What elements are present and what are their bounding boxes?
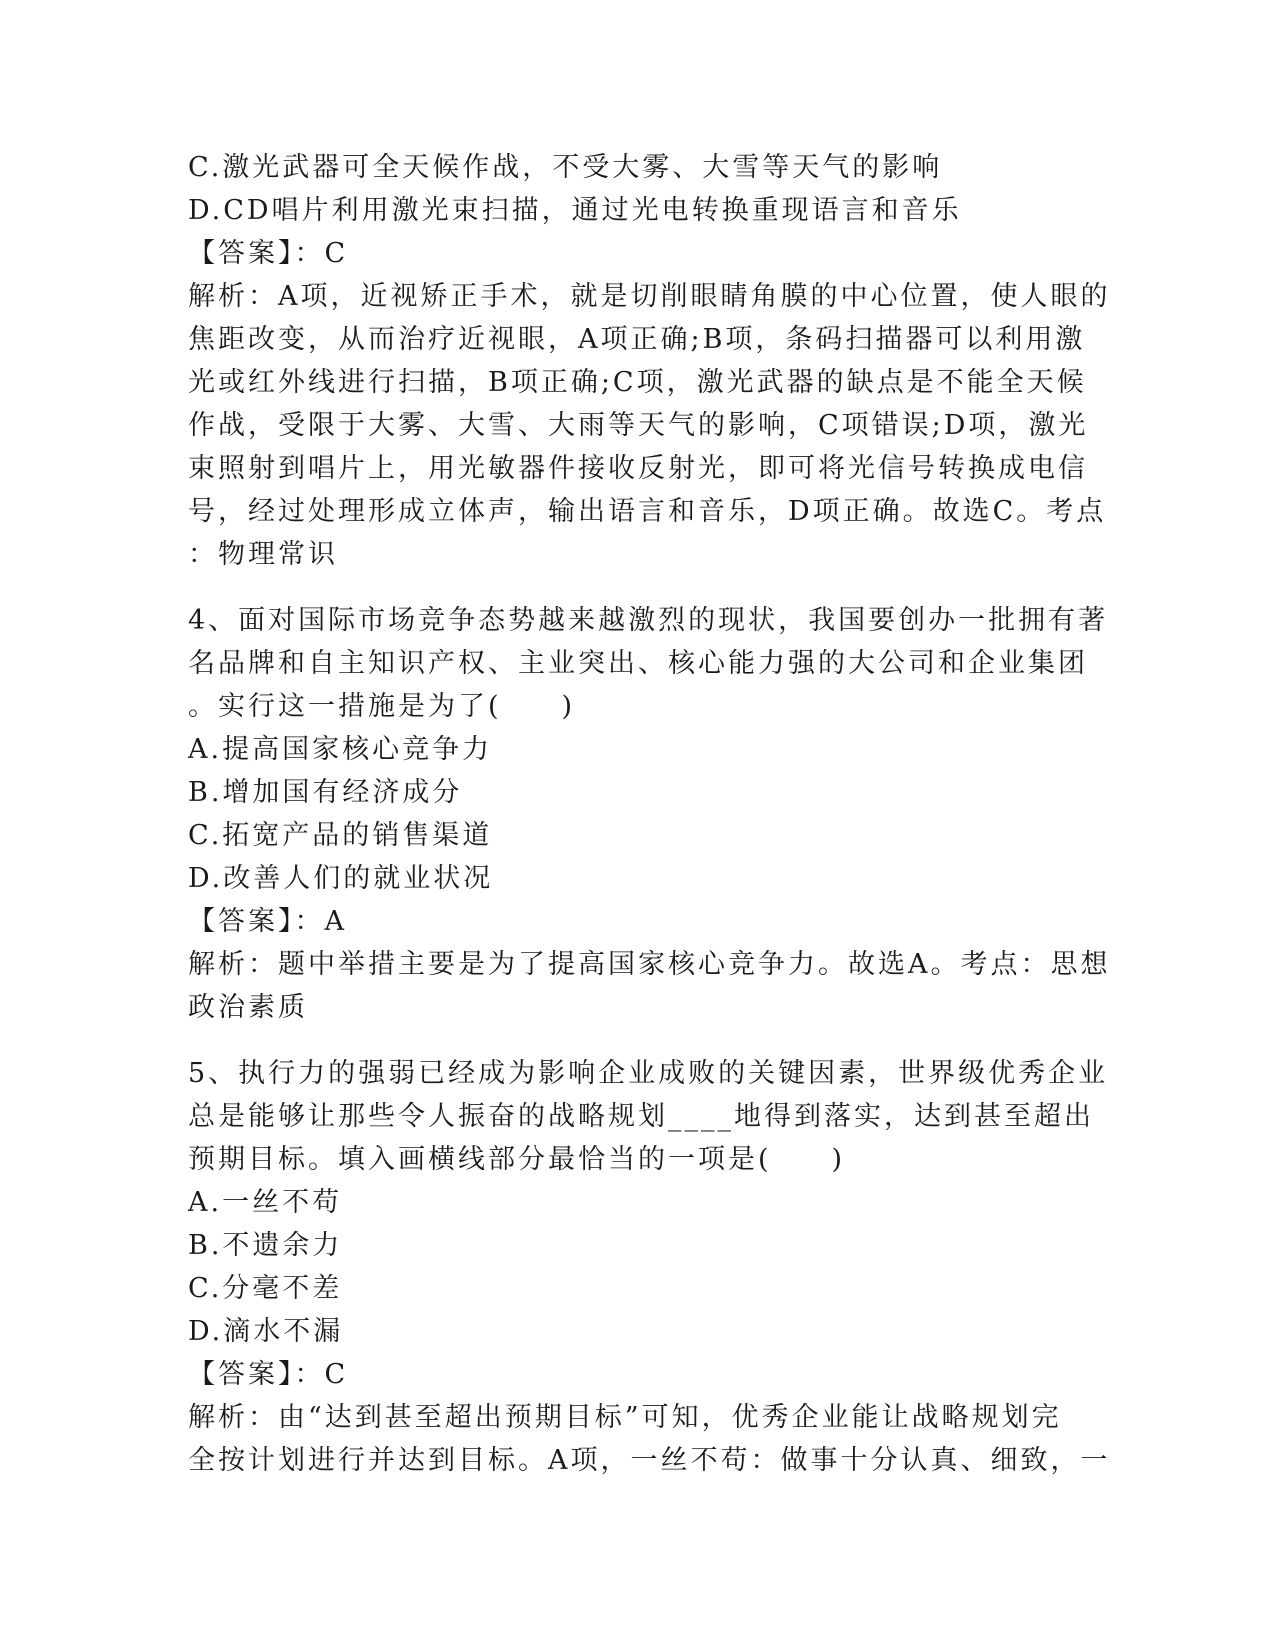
prev-analysis-line: 光或红外线进行扫描，B项正确;C项，激光武器的缺点是不能全天候 (188, 367, 1087, 398)
prev-option-c: C.激光武器可全天候作战，不受大雾、大雪等天气的影响 (188, 152, 943, 183)
q5-answer: 【答案】：C (188, 1359, 349, 1390)
q4-analysis-line: 解析：题中举措主要是为了提高国家核心竞争力。故选A。考点：思想 (188, 949, 1111, 980)
q5-option-c: C.分毫不差 (188, 1273, 343, 1304)
q4-stem-line: 名品牌和自主知识产权、主业突出、核心能力强的大公司和企业集团 (188, 648, 1088, 679)
q4-analysis-line: 政治素质 (188, 992, 308, 1023)
q5-stem-line: 预期目标。填入画横线部分最恰当的一项是( ) (188, 1144, 846, 1175)
q4-stem-line: 4、面对国际市场竞争态势越来越激烈的现状，我国要创办一批拥有著 (188, 605, 1109, 636)
q4-option-c: C.拓宽产品的销售渠道 (188, 820, 493, 851)
spacer (188, 1029, 1088, 1052)
prev-option-d: D.CD唱片利用激光束扫描，通过光电转换重现语言和音乐 (188, 195, 962, 226)
q5-option-b: B.不遗余力 (188, 1230, 343, 1261)
document-page (188, 146, 1111, 1482)
q4-option-a: A.提高国家核心竞争力 (188, 734, 493, 765)
q4-option-b: B.增加国有经济成分 (188, 777, 463, 808)
spacer (188, 576, 1088, 599)
q5-analysis-line: 解析：由“达到甚至超出预期目标”可知，优秀企业能让战略规划完 (188, 1402, 1062, 1433)
q4-answer: 【答案】：A (188, 906, 347, 937)
prev-analysis-line: 作战，受限于大雾、大雪、大雨等天气的影响，C项错误;D项，激光 (188, 410, 1089, 441)
q4-stem-line: 。实行这一措施是为了( ) (188, 691, 576, 722)
prev-analysis-line: 焦距改变，从而治疗近视眼，A项正确;B项，条码扫描器可以利用激 (188, 324, 1086, 355)
q5-option-a: A.一丝不苟 (188, 1187, 343, 1218)
prev-analysis-line: 号，经过处理形成立体声，输出语言和音乐，D项正确。故选C。考点 (188, 496, 1107, 527)
q5-stem-line: 总是能够让那些令人振奋的战略规划____地得到落实，达到甚至超出 (188, 1101, 1094, 1132)
q4-option-d: D.改善人们的就业状况 (188, 863, 494, 894)
q5-stem-line: 5、执行力的强弱已经成为影响企业成败的关键因素，世界级优秀企业 (188, 1058, 1109, 1089)
prev-answer: 【答案】：C (188, 238, 349, 269)
prev-analysis-line: ：物理常识 (188, 539, 338, 570)
prev-analysis-line: 束照射到唱片上，用光敏器件接收反射光，即可将光信号转换成电信 (188, 453, 1088, 484)
q5-analysis-line: 全按计划进行并达到目标。A项，一丝不苟：做事十分认真、细致，一 (188, 1445, 1111, 1476)
q5-option-d: D.滴水不漏 (188, 1316, 344, 1347)
prev-analysis-line: 解析：A项，近视矫正手术，就是切削眼睛角膜的中心位置，使人眼的 (188, 281, 1111, 312)
